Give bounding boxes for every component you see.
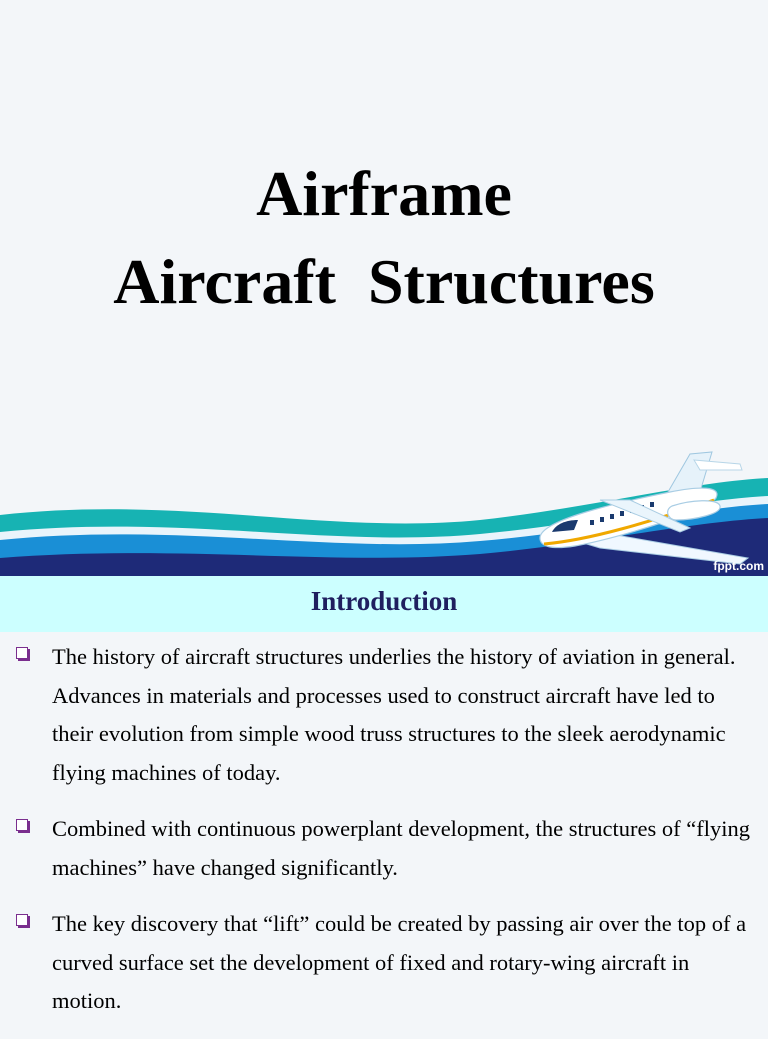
bullet-text: The key discovery that “lift” could be created by passing air over the top of a curved surface set the development of fixed and rotary-wing aircraft in motion. <box>52 911 747 1013</box>
checkbox-square-icon <box>16 914 28 926</box>
bullet-item <box>0 905 768 1021</box>
bullet-text: Combined with continuous powerplant development, the structures of “flying machines” have changed significantly. <box>52 816 750 880</box>
checkbox-square-icon <box>16 647 28 659</box>
watermark: fppt.com <box>713 559 764 573</box>
decorative-wave <box>0 440 768 576</box>
bullet-item <box>0 810 768 887</box>
bullet-list <box>0 638 768 1039</box>
checkbox-square-icon <box>16 819 28 831</box>
title-line-2: Aircraft Structures <box>113 246 655 317</box>
intro-heading: Introduction <box>0 576 768 632</box>
slide-title <box>0 150 768 326</box>
title-line-1: Airframe <box>256 158 512 229</box>
bullet-item <box>0 638 768 792</box>
bullet-text: The history of aircraft structures underlies the history of aviation in general. Advances in materials and processes used to construct aircraft have led to their evolution from simple wood truss structures to the sleek aerodynamic flying machines of today. <box>52 644 736 785</box>
